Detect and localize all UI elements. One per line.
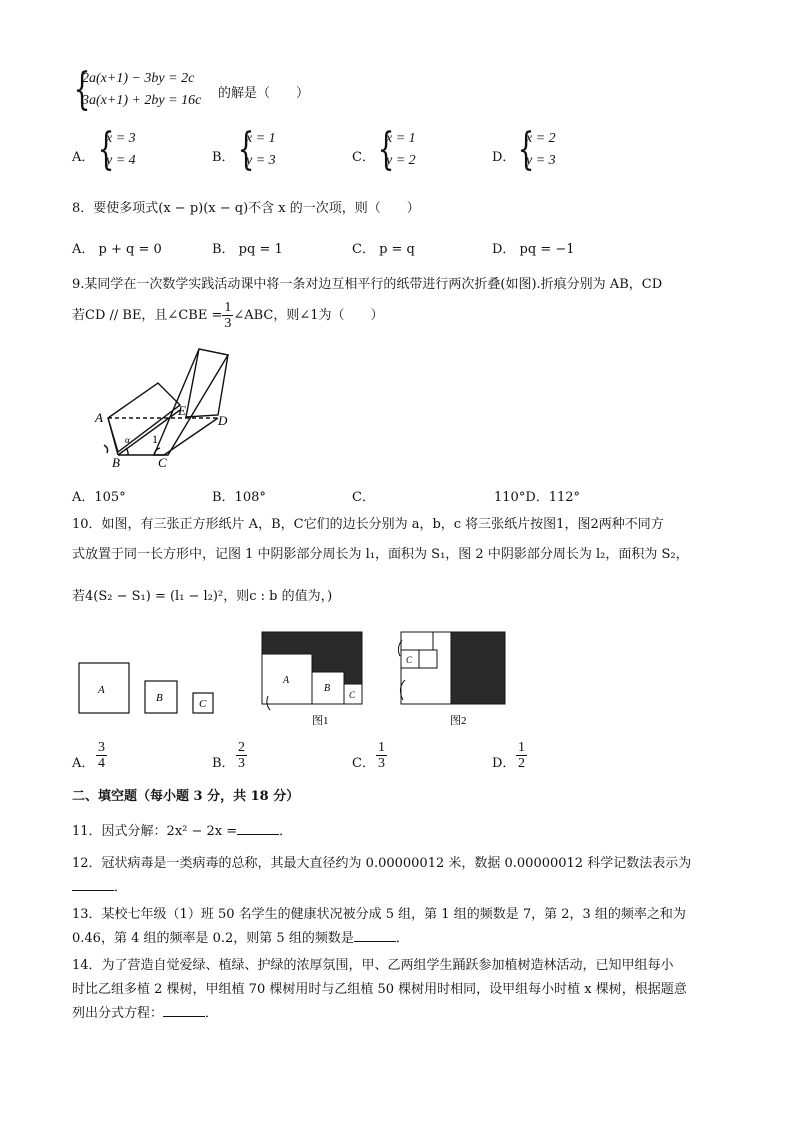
square-c-label: C (199, 698, 207, 710)
q8-option-c: C． p = q (352, 242, 415, 257)
point-d-label: D (218, 413, 228, 428)
q7-eq2: 3a(x+1) + 2by = 16c (82, 93, 202, 108)
angle-alpha-label: α (125, 435, 130, 445)
q13-line2-text: 0.46，第 4 组的频率是 0.2，则第 5 组的频数是 (72, 931, 354, 946)
q12-line1: 12．冠状病毒是一类病毒的总称，其最大直径约为 0.00000012 米，数据 0.00000012 科学记数法表示为 (72, 856, 692, 871)
fig1-a-label: A (283, 675, 290, 686)
fold-strip-upper (186, 349, 228, 417)
fig2-square-b (401, 632, 433, 650)
q10-line2: 式放置于同一长方形中，记图 1 中阴影部分周长为 l₁，面积为 S₁，图 2 中阴影部分周长为 l₂，面积为 S₂， (72, 547, 689, 562)
segment-be (118, 410, 180, 455)
q10-option-a (96, 740, 107, 771)
q7-option-c-line2: y = 2 (386, 153, 416, 168)
q14-line3-text: 列出分式方程： (72, 1006, 164, 1021)
q10-option-d-label: D． (492, 756, 516, 771)
q7-option-d-line1: x = 2 (526, 131, 556, 146)
angle-1-label: 1 (152, 432, 158, 446)
q10-line3: 若4(S₂ − S₁) = (l₁ − l₂)²，则c : b 的值为，) (72, 589, 333, 604)
fig2-c-label: C (406, 655, 413, 665)
q11 (72, 820, 292, 839)
q13-period: ． (395, 931, 409, 946)
q10-figures (72, 628, 522, 728)
crease-ab (108, 418, 118, 455)
q14-line2: 时比乙组多植 2 棵树，甲组植 70 棵树用时与乙组植 50 棵树用时相同，设甲组每小时植 x 棵树，根据题意 (72, 982, 687, 997)
brace-icon: { (97, 124, 115, 175)
q9-line2 (72, 300, 384, 331)
q12-line2 (72, 876, 127, 895)
q7-option-b-line2: y = 3 (246, 153, 276, 168)
fig1-c-label: C (349, 690, 356, 700)
q9-fraction (222, 300, 233, 331)
q10-option-c-label: C． (352, 756, 375, 771)
brace-icon: { (517, 124, 535, 175)
q13-line2 (72, 927, 409, 946)
square-b-label: B (156, 692, 163, 704)
q10-option-c (376, 740, 387, 771)
q9-option-b: B．108° (212, 490, 266, 505)
q10-b-den: 3 (238, 756, 245, 771)
q7-stem: 的解是（ ） (218, 86, 310, 101)
q7-option-d (526, 128, 556, 172)
q7-eq1: 2a(x+1) − 3by = 2c (82, 71, 195, 86)
q11-text: 11．因式分解：2x² − 2x = (72, 824, 238, 839)
q8-option-b: B． pq = 1 (212, 242, 283, 257)
fold-arrow-icon (104, 445, 108, 453)
point-a-label: A (95, 410, 103, 425)
square-a-label: A (98, 684, 105, 696)
q10-c-den: 3 (378, 756, 385, 771)
q7-option-c (386, 128, 416, 172)
q9-option-c: C． (352, 490, 375, 505)
fig2-square-c2 (419, 650, 437, 668)
q7-system (82, 68, 201, 112)
q10-line1: 10．如图，有三张正方形纸片 A，B，C它们的边长分别为 a，b，c 将三张纸片按图1，图2两种不同方 (72, 517, 664, 532)
q12-period: ． (114, 880, 128, 895)
q9-line2-post: ∠ABC，则∠1为（ ） (233, 308, 384, 323)
q10-b-num: 2 (238, 740, 245, 755)
point-e-label: E (178, 403, 186, 418)
q9-line1: 9.某同学在一次数学实践活动课中将一条对边互相平行的纸带进行两次折叠(如图).折痕分别为 AB，CD (72, 277, 663, 292)
q7-option-a-line1: x = 3 (106, 131, 136, 146)
q7-option-b-label: B． (212, 150, 235, 165)
q7-option-a-line2: y = 4 (106, 153, 136, 168)
q9-frac-num: 1 (224, 300, 232, 315)
figure-2 (398, 632, 505, 727)
q7-option-b (246, 128, 276, 172)
q10-c-num: 1 (378, 740, 385, 755)
point-c-label: C (158, 455, 167, 470)
section-2-title: 二、填空题（每小题 3 分，共 18 分） (72, 789, 300, 804)
q8-option-d: D． pq = −1 (492, 242, 575, 257)
q13-line1: 13．某校七年级（1）班 50 名学生的健康状况被分成 5 组，第 1 组的频数是 7，第 2，3 组的频率之和为 (72, 907, 686, 922)
q14-line3 (72, 1002, 218, 1021)
q7-option-d-line2: y = 3 (526, 153, 556, 168)
q14-period: ． (205, 1006, 219, 1021)
q12-blank[interactable] (72, 878, 114, 891)
q9-option-cd: 110°D．112° (494, 490, 581, 505)
q10-d-den: 2 (518, 756, 525, 771)
q11-period: ． (279, 824, 293, 839)
q7-option-a (106, 128, 136, 172)
q10-option-b (236, 740, 247, 771)
q8-option-a: A． p + q = 0 (72, 242, 162, 257)
brace-icon: { (73, 64, 91, 115)
q7-option-c-line1: x = 1 (386, 131, 416, 146)
q8-text: 8．要使多项式(x − p)(x − q)不含 x 的一次项，则（ ） (72, 201, 420, 216)
fig1-b-label: B (324, 683, 331, 694)
q14-blank[interactable] (163, 1004, 205, 1017)
q7-option-c-label: C． (352, 150, 375, 165)
crease-cd (164, 418, 218, 455)
q14-line1: 14．为了营造自觉爱绿、植绿、护绿的浓厚氛围，甲、乙两组学生踊跃参加植树造林活动，已知甲组每小 (72, 958, 674, 973)
q9-option-a: A．105° (72, 490, 126, 505)
q10-option-a-label: A． (72, 756, 95, 771)
q10-d-num: 1 (518, 740, 525, 755)
angle-arc-b (126, 448, 128, 455)
q10-option-d (516, 740, 527, 771)
q9-frac-den: 3 (224, 316, 232, 331)
q13-blank[interactable] (354, 929, 396, 942)
q7-option-d-label: D． (492, 150, 516, 165)
q10-a-den: 4 (98, 756, 105, 771)
fig2-caption: 图2 (450, 715, 467, 727)
q9-figure (88, 345, 248, 470)
q10-a-num: 3 (98, 740, 105, 755)
q10-option-b-label: B． (212, 756, 235, 771)
brace-icon: { (377, 124, 395, 175)
q7-option-a-label: A． (72, 150, 95, 165)
figure-1 (262, 632, 362, 727)
brace-icon: { (237, 124, 255, 175)
q7-option-b-line1: x = 1 (246, 131, 276, 146)
fold-strip-right (154, 349, 228, 455)
point-b-label: B (112, 455, 120, 470)
q11-blank[interactable] (237, 822, 279, 835)
q9-line2-pre: 若CD // BE，且∠CBE = (72, 308, 223, 323)
fig1-caption: 图1 (312, 715, 329, 727)
